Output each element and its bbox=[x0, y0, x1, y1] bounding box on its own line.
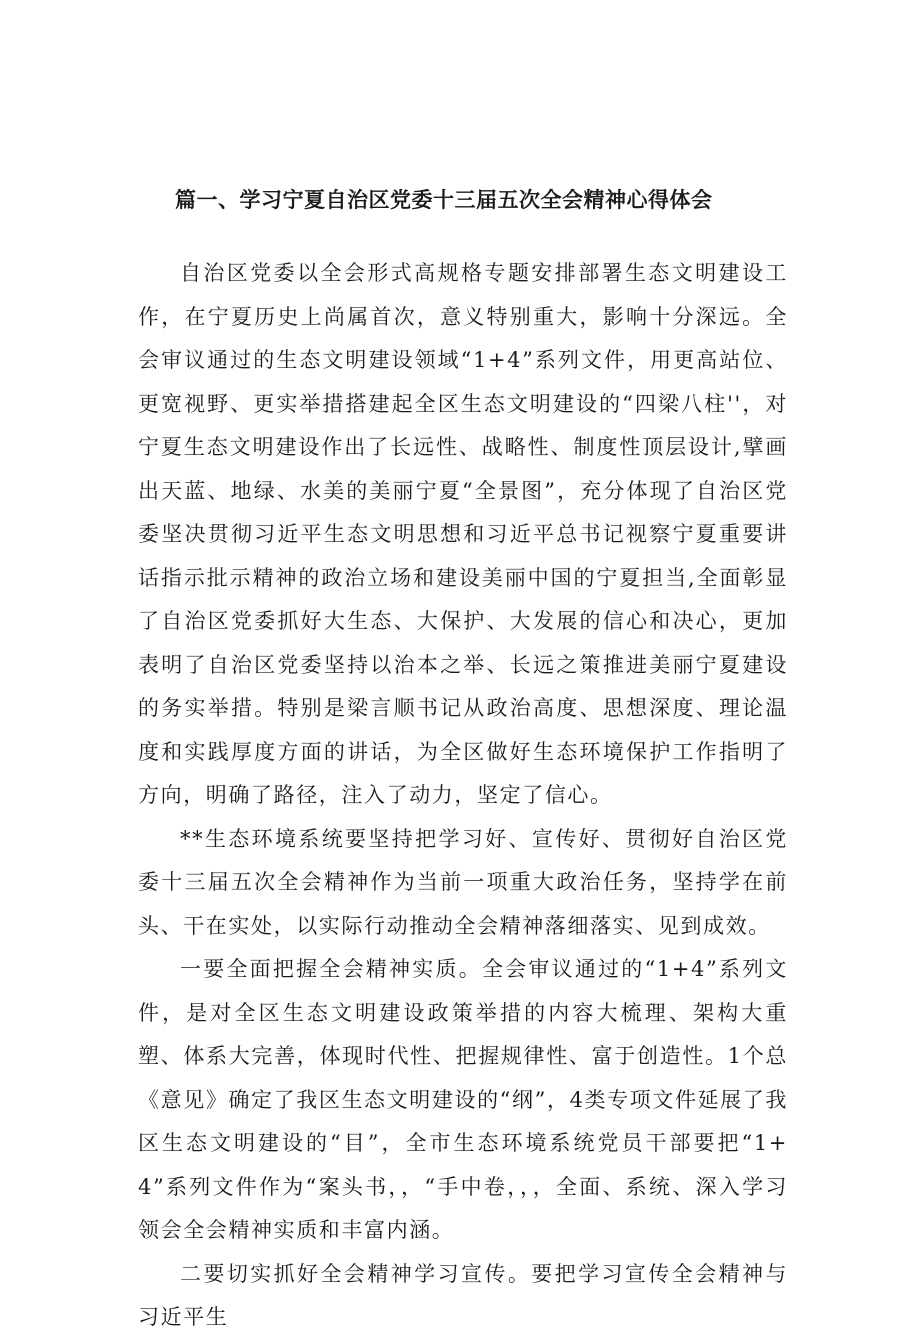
paragraph: 自治区党委以全会形式高规格专题安排部署生态文明建设工作，在宁夏历史上尚属首次，意义特别重大，影响十分深远。全会审议通过的生态文明建设领域“1+4”系列文件，用更高站位、更宽视野、更实举措搭建起全区生态文明建设的“四梁八柱''，对宁夏生态文明建设作出了长远性、战略性、制度性顶层设计,擘画出天蓝、地绿、水美的美丽宁夏“全景图”，充分体现了自治区党委坚决贯彻习近平生态文明思想和习近平总书记视察宁夏重要讲话指示批示精神的政治立场和建设美丽中国的宁夏担当,全面彰显了自治区党委抓好大生态、大保护、大发展的信心和决心，更加表明了自治区党委坚持以治本之举、长远之策推进美丽宁夏建设的务实举措。特别是梁言顺书记从政治高度、思想深度、理论温度和实践厚度方面的讲话，为全区做好生态环境保护工作指明了方向，明确了路径，注入了动力，坚定了信心。 bbox=[138, 261, 788, 807]
paragraph: **生态环境系统要坚持把学习好、宣传好、贯彻好自治区党委十三届五次全会精神作为当前一项重大政治任务，坚持学在前头、干在实处，以实际行动推动全会精神落细落实、见到成效。 bbox=[138, 826, 788, 938]
paragraph: 一要全面把握全会精神实质。全会审议通过的“1+4”系列文件，是对全区生态文明建设政策举措的内容大梳理、架构大重塑、体系大完善，体现时代性、把握规律性、富于创造性。1个总《意见》确定了我区生态文明建设的“纲”，4类专项文件延展了我区生态文明建设的“目”，全市生态环境系统党员干部要把“1+4”系列文件作为“案头书，，“手中卷，，，全面、系统、深入学习领会全会精神实质和丰富内涵。 bbox=[138, 957, 788, 1242]
document-body bbox=[138, 252, 788, 1340]
document-title: 篇一、学习宁夏自治区党委十三届五次全会精神心得体会 bbox=[175, 188, 713, 212]
paragraph: 二要切实抓好全会精神学习宣传。要把学习宣传全会精神与习近平生 bbox=[138, 1261, 788, 1329]
